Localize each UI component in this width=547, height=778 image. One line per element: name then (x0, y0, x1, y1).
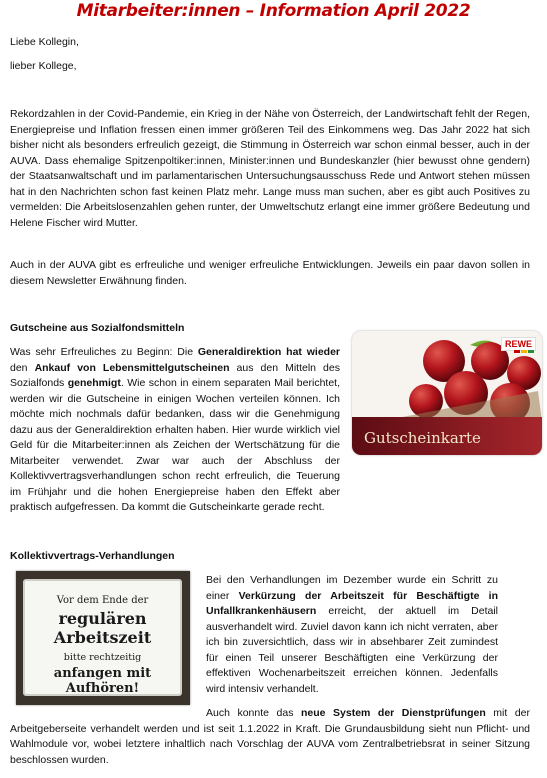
sign-line-2: regulären Arbeitszeit (53, 609, 152, 647)
gutscheinkarte-image (352, 331, 542, 455)
dienstpruefungen-paragraph (10, 706, 530, 768)
bold-text: Generaldirektion hat wieder (197, 346, 340, 358)
sign-line-4: anfangen mit Aufhören! (53, 666, 152, 696)
section-heading-gutscheine: Gutscheine aus Sozialfondsmitteln (10, 322, 185, 334)
arbeitszeit-sign-image (16, 571, 190, 705)
bold-text: Verkürzung der Arbeitszeit für Beschäftigte in Unfallkrankenhäusern (206, 589, 499, 617)
rewe-logo: REWE (501, 337, 536, 351)
bold-text: Ankauf von Lebensmittelgutscheinen (34, 361, 230, 374)
rewe-logo-stripes (513, 350, 534, 353)
text: Auch konnte das (206, 707, 301, 719)
text: erreicht, der aktuell im Detail ausverhandelt wird. Zuviel davon kann ich nicht verraten, aber ich bin zuversichtlich, dass wir in absehbarer Zeit zumindest für einen Teil unserer Beschäftigten eine Verkürzung der effektiven Wochenarbeitszeit erreichen können. Jedenfalls wird intensiv verhandelt. (206, 605, 498, 695)
section-heading-kollektivvertrag: Kollektivvertrags-Verhandlungen (10, 550, 175, 562)
sign-line-3: bitte rechtzeitig (63, 652, 142, 663)
greeting-line-2: lieber Kollege, (10, 60, 77, 72)
kollektivvertrag-paragraph (206, 573, 498, 697)
sign-line-1: Vor dem Ende der (56, 595, 149, 606)
sign-plate (23, 579, 182, 696)
text: Was sehr Erfreuliches zu Beginn: Die (10, 346, 198, 358)
bold-text: genehmigt (67, 377, 121, 389)
gutscheine-paragraph (10, 345, 340, 516)
text: aus den Mitteln des Sozialfonds (10, 361, 340, 389)
text: . Wie schon in einem separaten Mail berichtet, werden wir die Gutscheine in einigen Wochen verteilen können. Ich möchte mich nochmals dafür bedanken, dass wir die Genehmigung dazu aus der Generaldirektion erhalten haben. Hier wurde wirklich viel Geld für die Mitarbeiter:innen als Zeichen der Wertschätzung für die Mitarbeiter verwendet. Zwar war auch der Abschluss der Kollektivvertragsverhandlungen schon recht erfreulich, die Teuerung im Frühjahr und die hohen Energiepreise haben den Effekt aber praktisch aufgefressen. Da kommt die Gutscheinkarte gerade recht. (10, 377, 340, 513)
auva-paragraph: Auch in der AUVA gibt es erfreuliche und weniger erfreuliche Entwicklungen. Jeweils ein paar davon sollen in diesem Newsletter Erwähnung finden. (10, 259, 530, 287)
text: den (10, 361, 35, 374)
page-title: Mitarbeiter:innen – Information April 2022 (76, 1, 471, 21)
card-text: Gutscheinkarte (364, 429, 481, 447)
text: Bei den Verhandlungen im Dezember wurde ein Schritt zu einer (206, 574, 498, 602)
bold-text: neue System der Dienstprüfungen (300, 707, 486, 719)
intro-paragraph: Rekordzahlen in der Covid-Pandemie, ein Krieg in der Nähe von Österreich, der Landwirtschaft fehlt der Regen, Energiepreise und Inflation fressen einen immer größeren Teil des Einkommens weg. Das Jahr 2022 hat sich bisher nicht als besonders erfreulich gezeigt, die Stimmung in Österreich war schon einmal besser, auch in der AUVA. Dass ehemalige Spitzenpoltiker:innen, Minister:innen und Bundeskanzler (hier bewusst ohne gendern) der Staatsanwaltschaft und im parlamentarischen Untersuchungsausschuss Rede und Antwort stehen müssen hat in den Nachrichten schon fast keinen Platz mehr. Lange muss man suchen, aber es gibt auch Positives zu vermelden: Die Arbeitslosenzahlen gehen runter, der Umweltschutz erlangt eine immer größere Bedeutung und Helene Fischer wird Mutter. (10, 108, 530, 229)
text: mit der Arbeitgeberseite verhandelt werden und ist seit 1.1.2022 in Kraft. Die Grundausbildung sieht nun Pflicht- und Wahlmodule vor, wobei letztere inhaltlich nach Vorschlag der AUVA vom Zentralbetriebsrat in seiner Sitzung beschlossen wurden. (10, 707, 531, 766)
greeting-line-1: Liebe Kollegin, (10, 36, 79, 48)
